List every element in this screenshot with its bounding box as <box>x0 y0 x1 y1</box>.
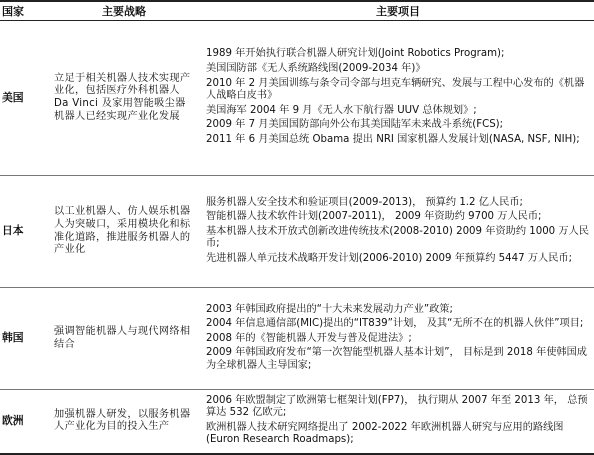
strategy-cell: 以工业机器人、仿人娱乐机器人为突破口，采用模块化和标准化道路，推进服务机器人的产业化 <box>46 176 202 288</box>
country-cell: 欧洲 <box>0 390 46 454</box>
items-cell <box>202 390 594 454</box>
project-item: 服务机器人安全技术和验证项目(2009-2013)， 预算约 1.2 亿人民币; <box>206 196 523 208</box>
table-row <box>0 176 594 288</box>
table-row <box>0 390 594 454</box>
project-item: 2006 年欧盟制定了欧洲第七框架计划(FP7)， 执行期从 2007 年至 2013 年， 总预算达 532 亿欧元; <box>206 394 588 419</box>
project-item: 1989 年开始执行联合机器人研究计划(Joint Robotics Program); <box>206 48 505 60</box>
country-cell: 美国 <box>0 21 46 176</box>
header-items: 主要项目 <box>202 1 594 21</box>
project-item: 基本机器人技术开放式创新改进传统技术(2008-2010) 2009 年资助约 1000 万人民币; <box>206 225 589 250</box>
table-row <box>0 288 594 390</box>
header-country: 国家 <box>0 1 46 21</box>
items-cell <box>202 21 594 176</box>
strategy-cell: 强调智能机器人与现代网络相结合 <box>46 288 202 390</box>
table-header-row <box>0 1 594 21</box>
country-cell: 日本 <box>0 176 46 288</box>
project-item: 2010 年 2 月美国训练与条令司令部与坦克车辆研究、发展与工程中心发布的《机器人战略白皮书》 <box>206 77 585 102</box>
project-item: 2003 年韩国政府提出的“十大未来发展动力产业”政策; <box>206 303 453 315</box>
strategy-cell: 加强机器人研发，以服务机器人产业化为目的投入生产 <box>46 390 202 454</box>
items-cell <box>202 288 594 390</box>
project-item: 2008 年的《智能机器人开发与普及促进法》; <box>206 332 412 344</box>
header-strategy: 主要战略 <box>46 1 202 21</box>
project-item: 欧洲机器人技术研究网络提出了 2002-2022 年欧洲机器人研究与应用的路线图(Euron Research Roadmaps); <box>206 421 564 446</box>
project-item: 2004 年信息通信部(MIC)提出的“IT839”计划， 及其“无所不在的机器人伙伴”项目; <box>206 318 584 330</box>
project-item: 2009 年韩国政府发布“第一次智能型机器人基本计划”， 目标是到 2018 年使韩国成为全球机器人主导国家; <box>206 347 587 371</box>
project-item: 先进机器人单元技术战略开发计划(2006-2010) 2009 年预算约 5447 万人民币; <box>206 252 573 264</box>
project-item: 美国海军 2004 年 9 月《无人水下航行器 UUV 总体规划》; <box>206 104 477 116</box>
country-cell: 韩国 <box>0 288 46 390</box>
project-item: 智能机器人技术软件计划(2007-2011)， 2009 年资助约 9700 万人民币; <box>206 211 542 223</box>
items-cell <box>202 176 594 288</box>
project-item: 美国国防部《无人系统路线图(2009-2034 年)》 <box>206 63 426 75</box>
project-item: 2011 年 6 月美国总统 Obama 提出 NRI 国家机器人发展计划(NASA, NSF, NIH); <box>206 133 580 145</box>
table-row <box>0 21 594 176</box>
strategy-cell: 立足于相关机器人技术实现产业化，包括医疗外科机器人 Da Vinci 及家用智能吸尘器机器人已经实现产业化发展 <box>46 21 202 176</box>
project-item: 2009 年 7 月美国国防部向外公布其美国陆军未来战斗系统(FCS); <box>206 119 504 131</box>
